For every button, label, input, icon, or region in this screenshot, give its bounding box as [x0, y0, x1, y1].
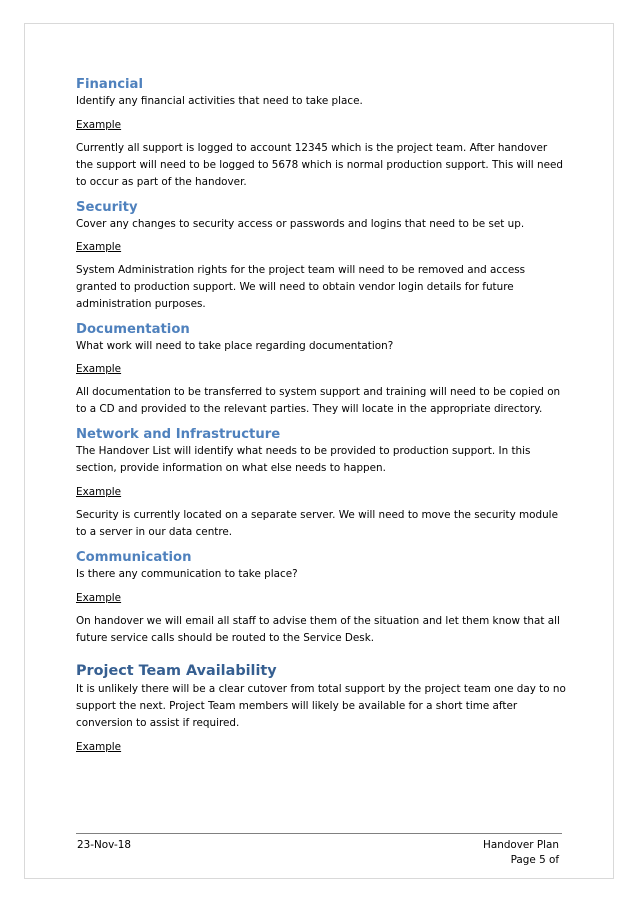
- section-intro: Is there any communication to take place?: [76, 568, 298, 580]
- example-label: Example: [76, 363, 122, 375]
- section-heading: Financial: [76, 77, 143, 92]
- section-communication: [76, 549, 566, 647]
- example-label: Example: [76, 486, 122, 498]
- section-intro: Identify any financial activities that need to take place.: [76, 95, 363, 107]
- example-text: All documentation to be transferred to system support and training will need to be copied on to a CD and provided to the relevant parties. They will locate in the appropriate directory.: [76, 386, 561, 415]
- section-intro: It is unlikely there will be a clear cutover from total support by the project team one day to no support the next. Project Team members will likely be available for a short time after conversion to assist if required.: [76, 683, 566, 729]
- section-network: [76, 426, 566, 541]
- section-heading: Documentation: [76, 322, 190, 337]
- document-body: [76, 76, 566, 756]
- section-heading: Network and Infrastructure: [76, 427, 281, 442]
- section-heading: Security: [76, 200, 138, 215]
- section-documentation: [76, 321, 566, 418]
- example-text: Security is currently located on a separate server. We will need to move the security module to a server in our data centre.: [76, 509, 558, 538]
- section-intro: What work will need to take place regarding documentation?: [76, 340, 394, 352]
- footer-divider: [76, 833, 562, 834]
- main-heading: Project Team Availability: [76, 663, 277, 679]
- example-label: Example: [76, 741, 122, 753]
- example-label: Example: [76, 592, 122, 604]
- section-intro: Cover any changes to security access or passwords and logins that need to be set up.: [76, 218, 525, 230]
- footer-page-number: Page 5 of: [510, 854, 559, 866]
- section-intro: The Handover List will identify what needs to be provided to production support. In this section, provide information on what else needs to happen.: [76, 445, 531, 474]
- footer-right-block: [483, 838, 559, 868]
- section-heading: Communication: [76, 550, 192, 565]
- example-text: Currently all support is logged to account 12345 which is the project team. After handover the support will need to be logged to 5678 which is normal production support. This will need to occur as part of the handover.: [76, 142, 563, 188]
- section-financial: [76, 76, 566, 191]
- section-security: [76, 199, 566, 313]
- section-project-team-availability: [76, 662, 566, 756]
- example-text: On handover we will email all staff to advise them of the situation and let them know that all future service calls should be routed to the Service Desk.: [76, 615, 560, 644]
- example-text: System Administration rights for the project team will need to be removed and access granted to production support. We will need to obtain vendor login details for future administration purposes.: [76, 264, 526, 310]
- footer-date: 23-Nov-18: [77, 839, 131, 851]
- example-label: Example: [76, 119, 122, 131]
- example-label: Example: [76, 241, 122, 253]
- footer-doc-title: Handover Plan: [483, 839, 559, 851]
